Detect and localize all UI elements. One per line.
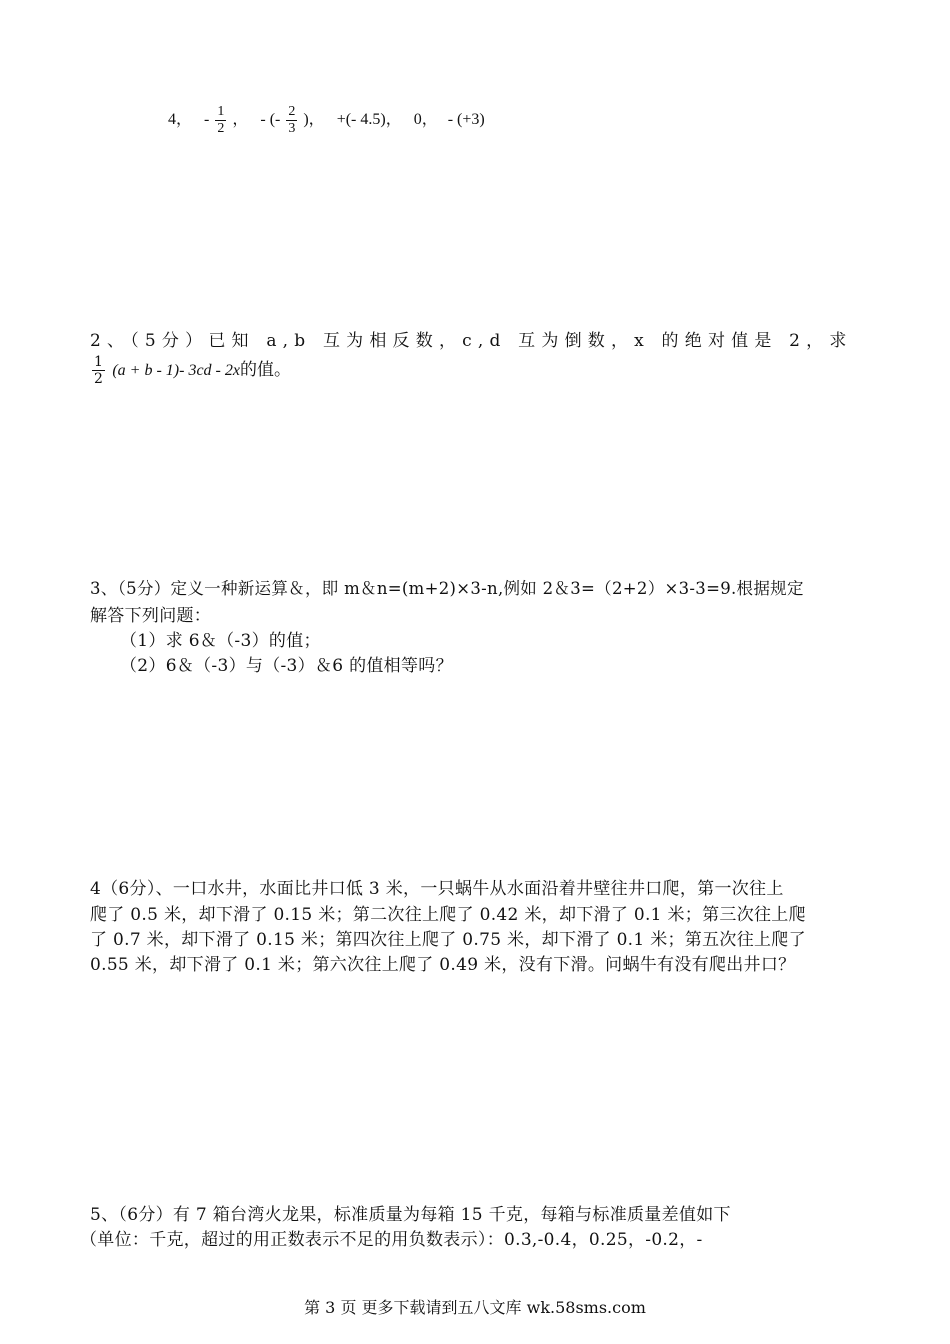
q4-line-2: 爬了 0.5 米，却下滑了 0.15 米；第二次往上爬了 0.42 米，却下滑了 0.1 米；第三次往上爬 — [90, 905, 806, 925]
q1-term-6: +(- 4.5)， — [336, 111, 402, 129]
q1-fraction-1 — [215, 104, 226, 137]
q2-line-1: 2、（5分）已知 a,b 互为相反数，c,d 互为倒数，x 的绝对值是 2，求 — [90, 331, 853, 351]
q1-fraction-2 — [286, 104, 297, 137]
q2-tail: 的值。 — [239, 360, 291, 380]
q1-term-8: - (+3) — [447, 111, 485, 129]
q1-term-2: - — [204, 111, 210, 129]
q5-line-2: （单位：千克，超过的用正数表示不足的用负数表示）：0.3,-0.4，0.25，-0.2，- — [80, 1230, 703, 1250]
q1-fraction-1-numerator: 1 — [217, 104, 225, 119]
q2-fraction-numerator: 1 — [94, 354, 103, 370]
q3-line-1: 3、（5分）定义一种新运算＆，即 m＆n=(m+2)×3-n,例如 2＆3=（2+2）×3-3=9.根据规定 — [90, 579, 804, 598]
q3-line-2: 解答下列问题： — [90, 606, 212, 626]
q2-formula — [90, 354, 291, 387]
q2-fraction — [92, 354, 105, 387]
q4-line-3: 了 0.7 米，却下滑了 0.15 米；第四次往上爬了 0.75 米，却下滑了 0.1 米；第五次往上爬了 — [90, 930, 806, 950]
q1-term-1: 4， — [168, 111, 193, 129]
q4-line-1: 4（6分）、一口水井，水面比井口低 3 米，一只蜗牛从水面沿着井壁往井口爬，第一次往上 — [90, 879, 784, 899]
q2-fraction-denominator: 2 — [94, 371, 103, 387]
q1-expression — [168, 104, 485, 137]
q3-line-4: （2）6＆（-3）与（-3）＆6 的值相等吗？ — [120, 656, 453, 676]
q1-term-4: - (- — [260, 111, 281, 129]
q1-fraction-2-numerator: 2 — [288, 104, 296, 119]
q1-term-3: ， — [232, 111, 249, 129]
q3-line-3: （1）求 6＆（-3）的值； — [120, 631, 321, 651]
q1-term-5: )， — [303, 111, 325, 129]
q4-line-4: 0.55 米，却下滑了 0.1 米；第六次往上爬了 0.49 米，没有下滑。问蜗牛有没有爬出井口？ — [90, 955, 796, 975]
q2-expression: (a + b - 1)- 3cd - 2x — [112, 362, 240, 379]
q1-term-7: 0， — [413, 111, 438, 129]
q1-fraction-2-denominator: 3 — [288, 121, 296, 136]
page-footer: 第 3 页 更多下载请到五八文库 wk.58sms.com — [304, 1298, 646, 1317]
q1-fraction-1-denominator: 2 — [217, 121, 225, 136]
q5-line-1: 5、（6分）有 7 箱台湾火龙果，标准质量为每箱 15 千克，每箱与标准质量差值如下 — [90, 1205, 731, 1225]
